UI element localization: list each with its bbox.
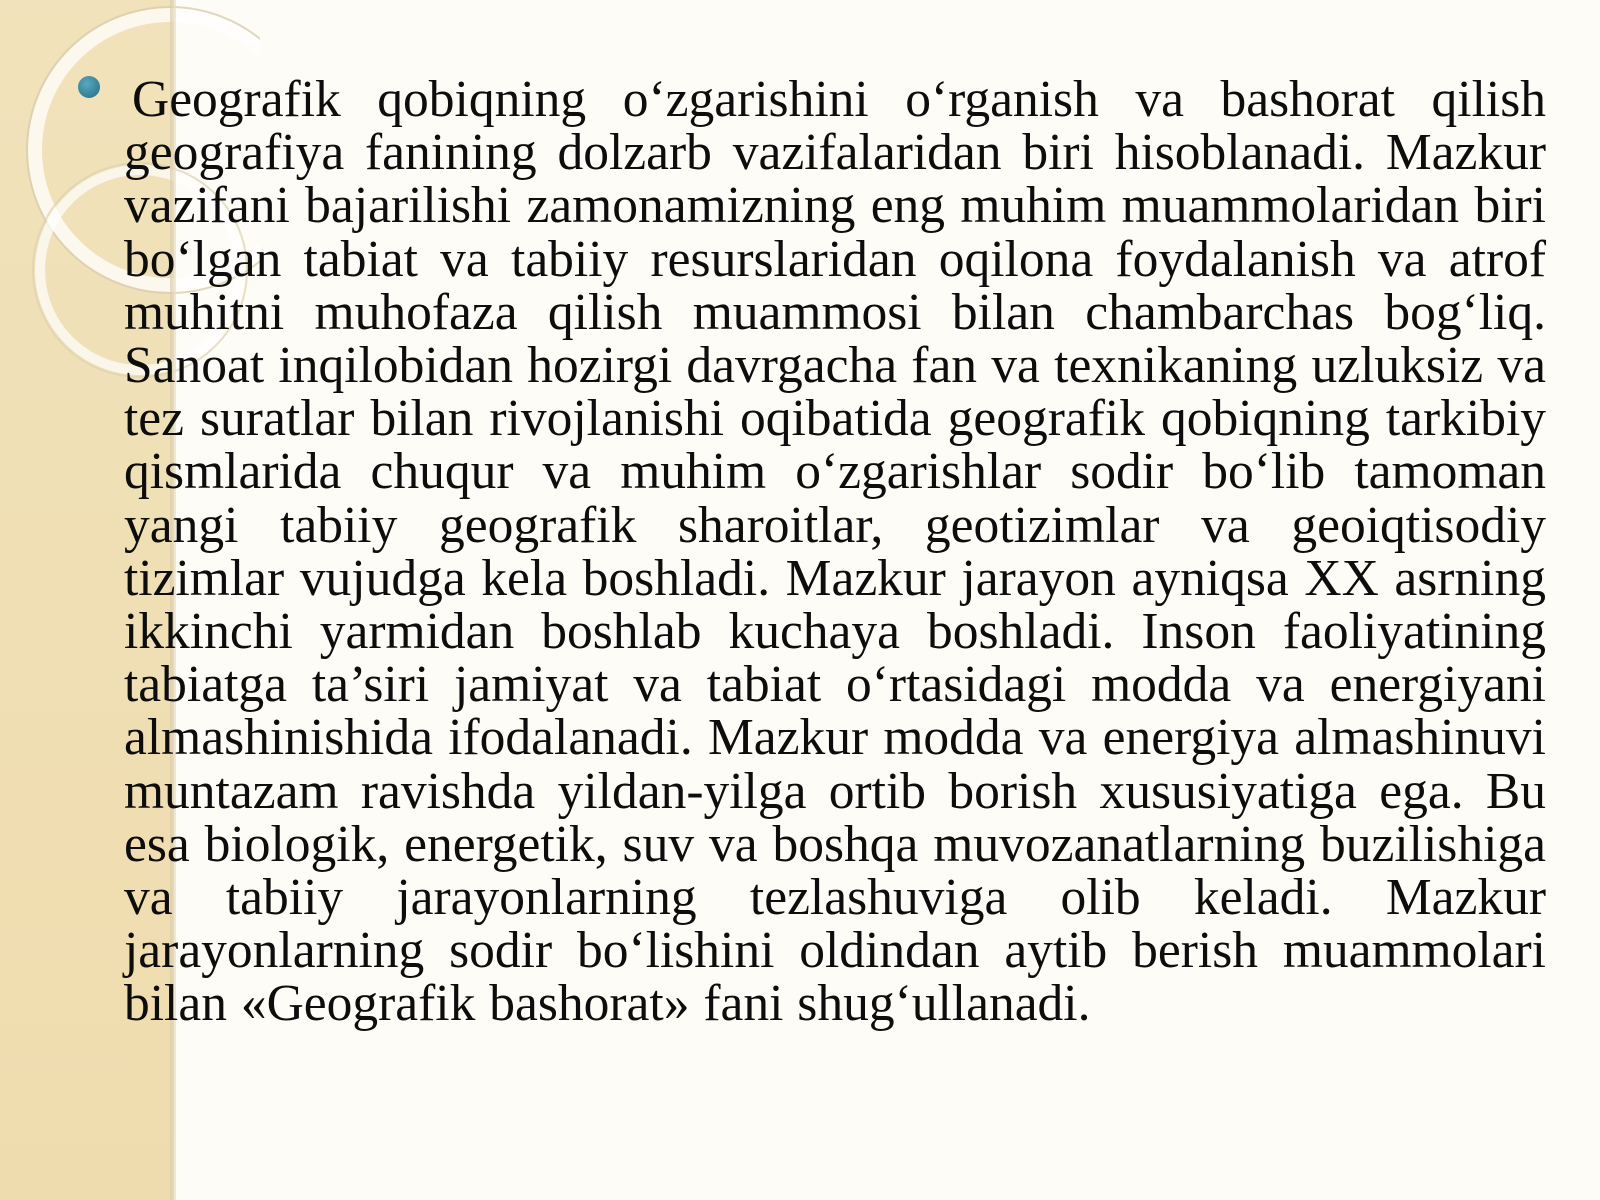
bullet-icon [78,76,100,98]
body-paragraph: Geografik qobiqning o‘zgarishini o‘rganish va bashorat qilish geografiya fanining dolzarb vazifalaridan biri hisoblanadi. Mazkur vazifani bajarilishi zamonamizning eng muhim muammolaridan biri bo‘lgan tabiat va tabiiy resurslaridan oqilona foydalanish va atrof muhitni muhofaza qilish muammosi bilan chambarchas bog‘liq. Sanoat inqilobidan hozirgi davrgacha fan va texnikaning uzluksiz va tez suratlar bilan rivojlanishi oqibatida geografik qobiqning tarkibiy qismlarida chuqur va muhim o‘zgarishlar sodir bo‘lib tamoman yangi tabiiy geografik sharoitlar, geotizimlar va geoiqtisodiy tizimlar vujudga kela boshladi. Mazkur jarayon ayniqsa XX asrning ikkinchi yarmidan boshlab kuchaya boshladi. Inson faoliyatining tabiatga ta’siri jamiyat va tabiat o‘rtasidagi modda va energiyani almashinishida ifodalanadi. Mazkur modda va energiya almashinuvi muntazam ravishda yildan-yilga ortib borish xususiyatiga ega. Bu esa biologik, energetik, suv va boshqa muvozanatlarning buzilishiga va tabiiy jarayonlarning tezlashuviga olib keladi. Mazkur jarayonlarning sodir bo‘lishini oldindan aytib berish muammolari bilan «Geografik bashorat» fani shug‘ullanadi. [124,71,1546,1033]
